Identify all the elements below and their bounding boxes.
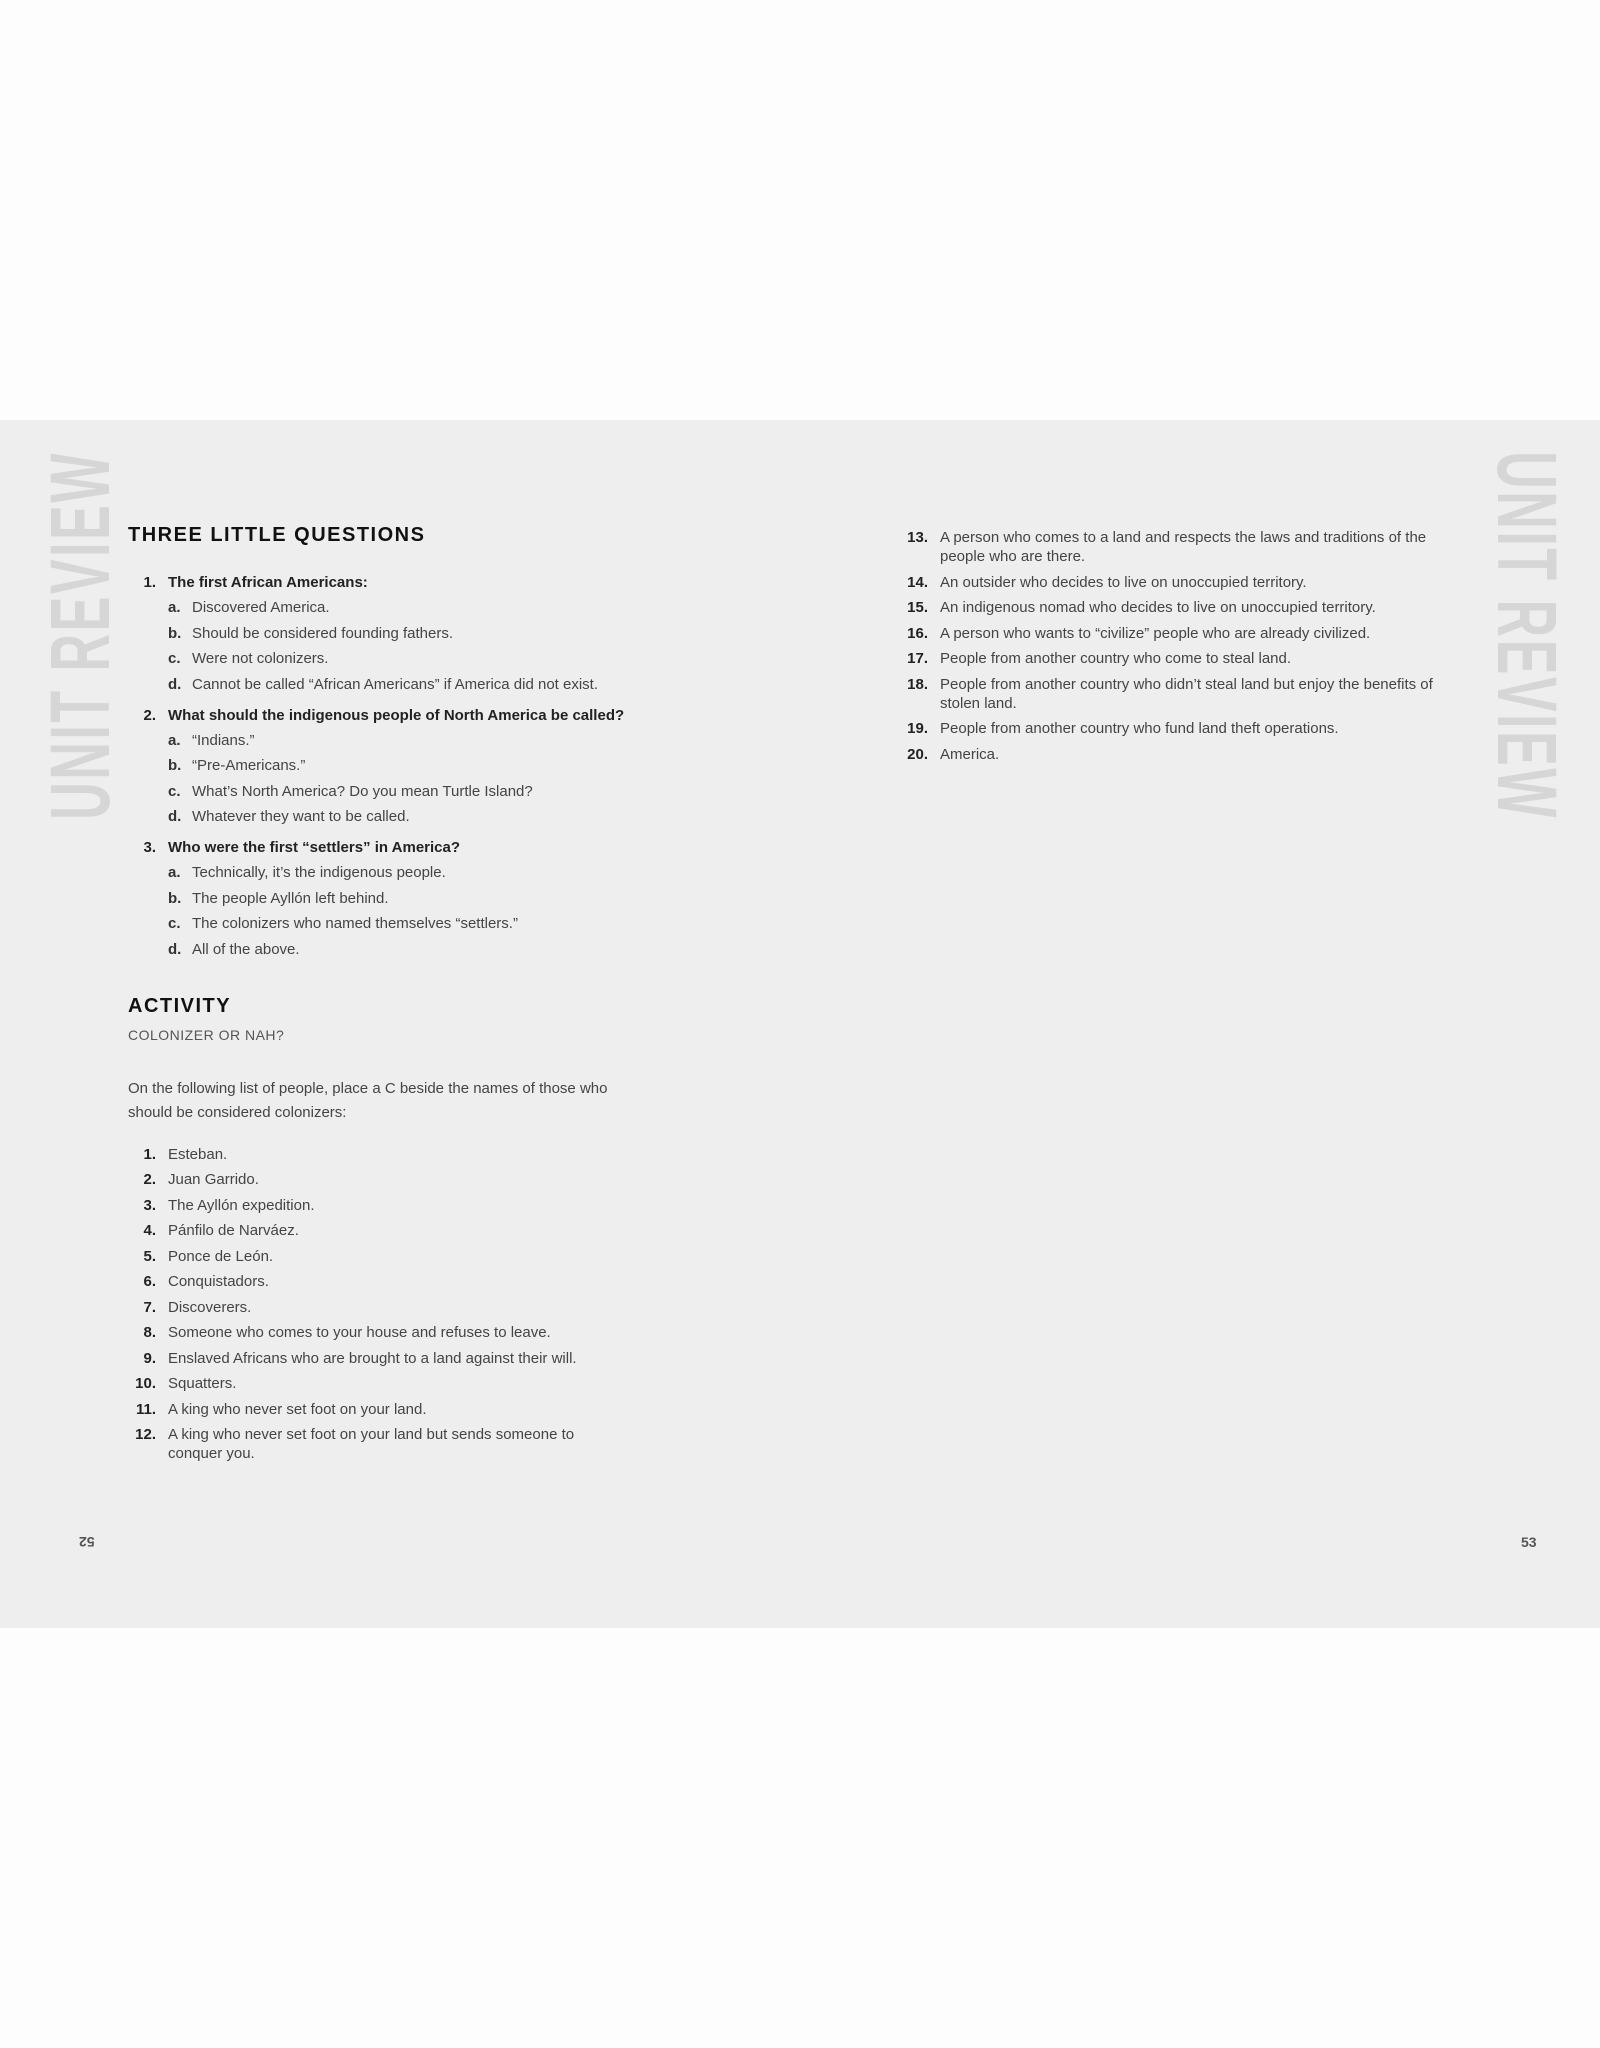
item-number: 16. (907, 624, 928, 642)
question-number: 3. (143, 839, 156, 856)
option-text: What’s North America? Do you mean Turtle Island? (192, 782, 533, 800)
item-text: Someone who comes to your house and refuses to leave. (168, 1324, 551, 1341)
colonizer-list (128, 1145, 648, 1464)
item-text: An indigenous nomad who decides to live on unoccupied territory. (940, 599, 1376, 616)
option-letter: d. (168, 940, 182, 958)
option-text: “Pre-Americans.” (192, 757, 306, 774)
item-text: A person who comes to a land and respects the laws and traditions of the people who are there. (940, 529, 1427, 565)
answer-option (168, 940, 648, 959)
answer-option (168, 598, 648, 617)
item-number: 15. (907, 599, 928, 616)
option-text: Whatever they want to be called. (192, 808, 410, 825)
option-letter: b. (168, 624, 182, 642)
item-number: 11. (135, 1400, 156, 1418)
option-letter: b. (168, 889, 182, 907)
item-text: A king who never set foot on your land. (168, 1400, 427, 1418)
list-item (128, 1145, 618, 1164)
list-item (128, 1349, 618, 1368)
question (128, 706, 648, 827)
option-text: Technically, it’s the indigenous people. (192, 864, 446, 881)
answer-option (168, 807, 648, 826)
questions-heading: THREE LITTLE QUESTIONS (128, 524, 426, 546)
option-letter: d. (168, 808, 182, 825)
item-text: The Ayllón expedition. (168, 1196, 315, 1214)
item-number: 20. (907, 745, 928, 763)
list-item (128, 1170, 618, 1189)
item-text: Juan Garrido. (168, 1171, 259, 1188)
item-text: People from another country who didn’t steal land but enjoy the benefits of stolen land. (940, 675, 1433, 712)
list-item (900, 675, 1440, 713)
right-page-content (900, 528, 1440, 770)
list-item (128, 1374, 618, 1393)
side-title-text: UNIT REVIEW (32, 451, 127, 820)
item-number: 10. (135, 1375, 156, 1392)
option-letter: c. (168, 915, 181, 932)
item-number: 3. (143, 1196, 156, 1214)
option-letter: a. (168, 731, 181, 749)
item-number: 12. (135, 1426, 156, 1443)
item-number: 4. (143, 1222, 156, 1239)
item-number: 9. (143, 1349, 156, 1367)
answer-option (168, 756, 648, 775)
item-number: 2. (143, 1171, 156, 1188)
option-text: Discovered America. (192, 599, 330, 616)
answer-option (168, 731, 648, 750)
item-text: Squatters. (168, 1375, 237, 1392)
option-text: All of the above. (192, 940, 300, 958)
answer-option (168, 624, 648, 643)
item-number: 8. (143, 1324, 156, 1341)
side-title-left (32, 451, 127, 820)
list-item (900, 649, 1440, 668)
item-text: An outsider who decides to live on unoccupied territory. (940, 573, 1307, 591)
item-number: 5. (143, 1247, 156, 1265)
option-letter: a. (168, 864, 181, 881)
list-item (128, 1272, 618, 1291)
activity-subheading: COLONIZER OR NAH? (128, 1026, 285, 1043)
activity-section (128, 994, 648, 1464)
answer-option (168, 863, 648, 882)
option-text: “Indians.” (192, 731, 255, 749)
item-number: 18. (907, 675, 928, 693)
item-number: 13. (907, 529, 928, 546)
list-item (128, 1247, 618, 1266)
item-number: 14. (907, 573, 928, 591)
question-text: The first African Americans: (168, 574, 368, 591)
list-item (128, 1196, 618, 1215)
list-item (128, 1298, 618, 1317)
answer-option (168, 649, 648, 668)
option-letter: a. (168, 599, 181, 616)
item-text: Discoverers. (168, 1298, 252, 1316)
option-letter: b. (168, 757, 182, 774)
item-text: Conquistadors. (168, 1273, 269, 1290)
answer-option (168, 782, 648, 801)
item-text: America. (940, 745, 1000, 763)
question-text: Who were the first “settlers” in America? (168, 839, 461, 856)
item-text: Pánfilo de Narváez. (168, 1222, 299, 1239)
question-number: 2. (143, 706, 156, 724)
item-text: Enslaved Africans who are brought to a land against their will. (168, 1349, 577, 1367)
answer-option (168, 675, 648, 694)
item-text: People from another country who come to steal land. (940, 650, 1292, 667)
question-number: 1. (143, 574, 156, 591)
answer-option (168, 914, 648, 933)
page-number-right: 53 (1521, 1534, 1537, 1550)
answer-option (168, 889, 648, 908)
list-item (128, 1221, 618, 1240)
question (128, 573, 648, 694)
activity-heading: ACTIVITY (128, 994, 232, 1017)
list-item (128, 1400, 618, 1419)
item-number: 6. (143, 1273, 156, 1290)
colonizer-list-continued (900, 528, 1440, 764)
option-letter: c. (168, 782, 181, 800)
list-item (900, 598, 1440, 617)
list-item (900, 624, 1440, 643)
option-letter: d. (168, 675, 182, 693)
question-text: What should the indigenous people of North America be called? (168, 706, 625, 724)
list-item (900, 528, 1440, 566)
left-page-content (128, 526, 648, 1470)
option-letter: c. (168, 650, 181, 667)
option-text: Were not colonizers. (192, 650, 329, 667)
option-text: Cannot be called “African Americans” if America did not exist. (192, 675, 599, 693)
item-text: Esteban. (168, 1145, 228, 1163)
list-item (128, 1323, 618, 1342)
page-number-left: 52 (79, 1534, 95, 1550)
question (128, 838, 648, 959)
item-text: People from another country who fund land theft operations. (940, 720, 1339, 737)
option-text: The colonizers who named themselves “settlers.” (192, 915, 518, 932)
option-text: Should be considered founding fathers. (192, 624, 454, 642)
item-text: A person who wants to “civilize” people who are already civilized. (940, 624, 1371, 642)
list-item (900, 719, 1440, 738)
item-number: 17. (907, 650, 928, 667)
list-item (128, 1425, 618, 1463)
item-number: 19. (907, 720, 928, 737)
list-item (900, 573, 1440, 592)
item-text: Ponce de León. (168, 1247, 274, 1265)
questions-list (128, 573, 648, 959)
side-title-right (1479, 451, 1574, 820)
side-title-text: UNIT REVIEW (1479, 451, 1574, 820)
option-text: The people Ayllón left behind. (192, 889, 389, 907)
item-number: 7. (143, 1298, 156, 1316)
item-text: A king who never set foot on your land but sends someone to conquer you. (168, 1426, 575, 1462)
list-item (900, 745, 1440, 764)
item-number: 1. (143, 1145, 156, 1163)
activity-instructions: On the following list of people, place a C beside the names of those who should be considered colonizers: (128, 1079, 608, 1121)
